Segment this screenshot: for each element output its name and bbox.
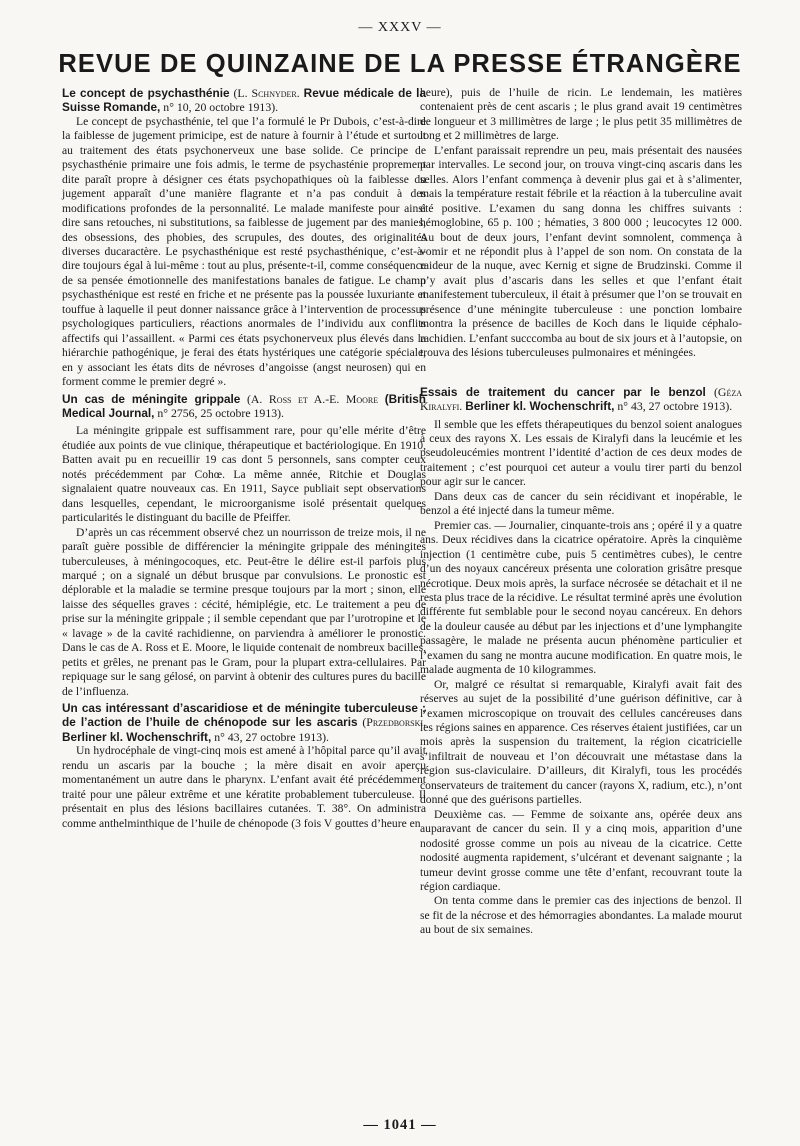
article-title: Essais de traitement du cancer par le benzol bbox=[420, 384, 706, 399]
right-column bbox=[420, 86, 742, 938]
article-4-heading bbox=[420, 385, 742, 414]
article-4-paragraph: Deuxième cas. — Femme de soixante ans, opérée deux ans auparavant de cancer du sein. Il y a cinq mois, apparition d’une nodosité grosse comme un pois au niveau de la cicatrice. Cette nodosité augmenta rapidement, s’ulcérant et devenant saignante ; la tumeur devint grosse comme une tête d’enfant, recouvrant toute la région cardiaque. bbox=[420, 807, 742, 894]
article-4-paragraph: Il semble que les effets thérapeutiques du benzol soient analogues à ceux des rayons X. Les essais de Kiralyfi dans la leucémie et les pseudoleucémies montrent l’identité d’action de ces deux modes de traitement ; c’est pourquoi cet auteur a voulu tirer parti du benzol pour agir sur le cancer. bbox=[420, 417, 742, 489]
article-title: Un cas de méningite grippale bbox=[62, 391, 241, 406]
article-4-paragraph: On tenta comme dans le premier cas des injections de benzol. Il se fit de la nécrose et des hémorragies abondantes. La malade mourut au bout de six semaines. bbox=[420, 894, 742, 937]
article-author: (Przedborski. bbox=[362, 715, 427, 730]
article-ref: n° 43, 27 octobre 1913). bbox=[617, 399, 733, 414]
article-journal: (British Medical Journal, bbox=[62, 391, 426, 420]
page-number: — 1041 — bbox=[363, 1117, 437, 1133]
article-4-paragraph: Or, malgré ce résultat si remarquable, Kiralyfi avait fait des réserves au sujet de la possibilité d’une guérison définitive, car à l’examen microscopique on trouvait des cellules cancéreuses dans les régions saines en apparence. Ces réserves étaient justifiées, car un mois après la suspension du traitement, la région cicatricielle s’infiltrait de nouveau et l’on découvrait une métastase dans la région sus-claviculaire. D’ailleurs, dit Kiralyfi, tous les procédés conservateurs de traitement du cancer (rayons X, radium, etc.), n’ont donné que des guérisons partielles. bbox=[420, 677, 742, 807]
article-ref: n° 43, 27 octobre 1913). bbox=[214, 729, 330, 744]
article-4-paragraph: Dans deux cas de cancer du sein récidivant et inopérable, le benzol a été injecté dans la tumeur même. bbox=[420, 489, 742, 518]
article-journal: Revue médicale de la Suisse Romande, bbox=[62, 86, 427, 115]
article-ref: n° 10, 20 octobre 1913). bbox=[163, 100, 279, 115]
article-author: (Géza Kiralyfi. bbox=[420, 384, 742, 414]
left-column bbox=[62, 86, 426, 831]
article-author: (A. Ross et A.-E. Moore bbox=[246, 391, 379, 406]
article-journal: Berliner kl. Wochenschrift, bbox=[465, 399, 615, 414]
article-3-paragraph: L’enfant paraissait reprendre un peu, mais présentait des nausées par intervalles. Le second jour, on trouva vingt-cinq ascaris dans les selles. Alors l’enfant commença à devenir plus gai et à s’alimenter, mais la température restait fébrile et la réaction à la tuberculine avait été positive. L’examen du sang donna les chiffres suivants : hémoglobine, 65 p. 100 ; hématies, 3 800 000 ; leucocytes 12 000. Au bout de deux jours, l’enfant devint somnolent, commença à vomir et ne répondit plus à l’appel de son nom. On constata de la raideur de la nuque, avec Kernig et signe de Brudzinski. Comme il n’y avait plus d’ascaris dans les selles et que l’enfant était manifestement tuberculeux, il était à présumer que l’on se trouvait en présence d’une méningite tuberculeuse : une ponction lombaire montra la présence de bacilles de Koch dans le liquide céphalo-rachidien. L’enfant succcomba au bout de six jours et à l’autopsie, on trouva des lésions tuberculeuses pulmonaires et méningées. bbox=[420, 143, 742, 360]
article-author: (L. Schnyder. bbox=[233, 86, 300, 100]
article-title: Le concept de psychasthénie bbox=[62, 86, 230, 100]
article-title: Un cas intéressant d’ascaridiose et de méningite tuberculeuse ; de l’action de l’huile de chénopode sur les ascaris bbox=[62, 701, 426, 730]
article-journal: Berliner kl. Wochenschrift, bbox=[62, 729, 212, 744]
article-1-heading bbox=[62, 86, 426, 115]
article-ref: n° 2756, 25 octobre 1913). bbox=[157, 405, 284, 420]
article-4-paragraph: Premier cas. — Journalier, cinquante-trois ans ; opéré il y a quatre ans. Deux récidives dans la cicatrice opératoire. Après la cinquième injection (1 centimètre cube, puis 5 centimètres cubes), le centre d’un des noyaux cancéreux présenta une coloration grisâtre presque nécrotique. Deux mois après, la surface nécrosée se détachait et il ne resta plus trace de la récidive. Le résultat terminé après une évolution différente fut semblable pour le second noyau cancéreux. En dehors de la douleur causée au début par les injections et d’une lymphangite passagère, le malade ne présenta aucun phénomène particulier et l’examen du sang ne montra aucune modification. En quatre mois, le malade augmenta de 10 kilogrammes. bbox=[420, 518, 742, 677]
article-3-paragraph-continued: heure), puis de l’huile de ricin. Le lendemain, les matières contenaient près de cent ascaris ; le plus grand avait 19 centimètres de longueur et 3 millimètres de large ; le plus petit 35 millimètres de long et 2 millimètres de large. bbox=[420, 86, 742, 143]
article-1-paragraph: Le concept de psychasthénie, tel que l’a formulé le Pr Dubois, c’est-à-dire la faiblesse de jugement primicipe, est de nature à fournir à l’étude et surtout au traitement des états psychonerveux une base solide. Ce principe de psychasthénie primaire une fois admis, le terme de psychasténie proprement dite paraît propre à désigner ces états psychopathiques où la faiblesse du jugement apparaît d’une manière flagrante et n’a pas conduit à des modifications profondes de la personnalité. Le malade manifeste pour ainsi dire sans retouches, ni substitutions, sa faiblesse de jugement par des manies, des obsessions, des phobies, des scrupules, des doutes, des originalités diverses ducaractère. Le psychasthénique est resté psychasthénique, c’est-à-dire toujours égal à lui-même : tout au plus, présente-t-il, comme conséquence de sa pensée émotionnelle des manifestations banales de fatigue. Le champ psychasthénique est resté en friche et ne présente pas la poussée luxuriante et touffue à laquelle il peut donner naissance grâce à l’intervention de processus psychologiques particuliers, réactions anormales de l’individu aux conflits affectifs qui l’assaillent. « Parmi ces états psychonerveux plus élevés dans la hiérarchie pathogénique, je ferai des états hystériques une catégorie spéciale, en y associant les états dits de névroses d’angoisse (angst neurosen) qui en forment comme le premier degré ». bbox=[62, 114, 426, 389]
article-2-paragraph: La méningite grippale est suffisamment rare, pour qu’elle mérite d’être étudiée aux points de vue clinique, thérapeutique et bactériologique. En 1910, Batten avait pu en recueillir 19 cas dont 5 personnels, sans compter ceux notés précédemment par Cohœ. La même année, Ritchie et Douglas signalaient quatre nouveaux cas. En 1911, Sayce publiait sept observations dans lesquelles, cependant, le microorganisme isolé présentait quelques particularités le distinguant du bacille de Pfeiffer. bbox=[62, 424, 426, 525]
roman-page-number: — XXXV — bbox=[358, 20, 442, 35]
article-3-paragraph: Un hydrocéphale de vingt-cinq mois est amené à l’hôpital parce qu’il avait rendu un ascaris par la bouche ; la mère disait en avoir aperçu momentanément un autre dans le pharynx. L’enfant avait été précédemment traité pour une pâleur extrême et une kératite probablement tuberculeuse. Il présentait en plus des lésions bacillaires cutanées. T. 38°. On administra comme anthelminthique de l’huile de chénopode (3 fois V gouttes d’heure en bbox=[62, 744, 426, 830]
masthead-title: REVUE DE QUINZAINE DE LA PRESSE ÉTRANGÈRE bbox=[58, 50, 742, 78]
article-2-paragraph: D’après un cas récemment observé chez un nourrisson de treize mois, il ne paraît guère possible de différencier la méningite grippale des méningites tuberculeuses, à méningocoques, etc. Peut-être le délire est-il parfois plus marqué ; on a signalé un début brusque par convulsions. Le pronostic est déplorable et la maladie se termine presque toujours par la mort ; sinon, elle laisse des séquelles graves : cécité, hémiplégie, etc. Le traitement a peu de prise sur la méningite grippale ; il semble cependant que par l’urotropine et le « lavage » de la cavité rachidienne, on parviendra à améliorer le pronostic. Dans le cas de A. Ross et E. Moore, le liquide contenait de nombreux bacilles, petits et grêles, ne prenant pas le Gram, pour la plupart extra-cellulaires. Par repiquage sur le sang gélosé, on parvint à obtenir des cultures pures du bacille de l’influenza. bbox=[62, 525, 426, 698]
article-3-heading bbox=[62, 701, 426, 744]
article-2-heading bbox=[62, 392, 426, 421]
